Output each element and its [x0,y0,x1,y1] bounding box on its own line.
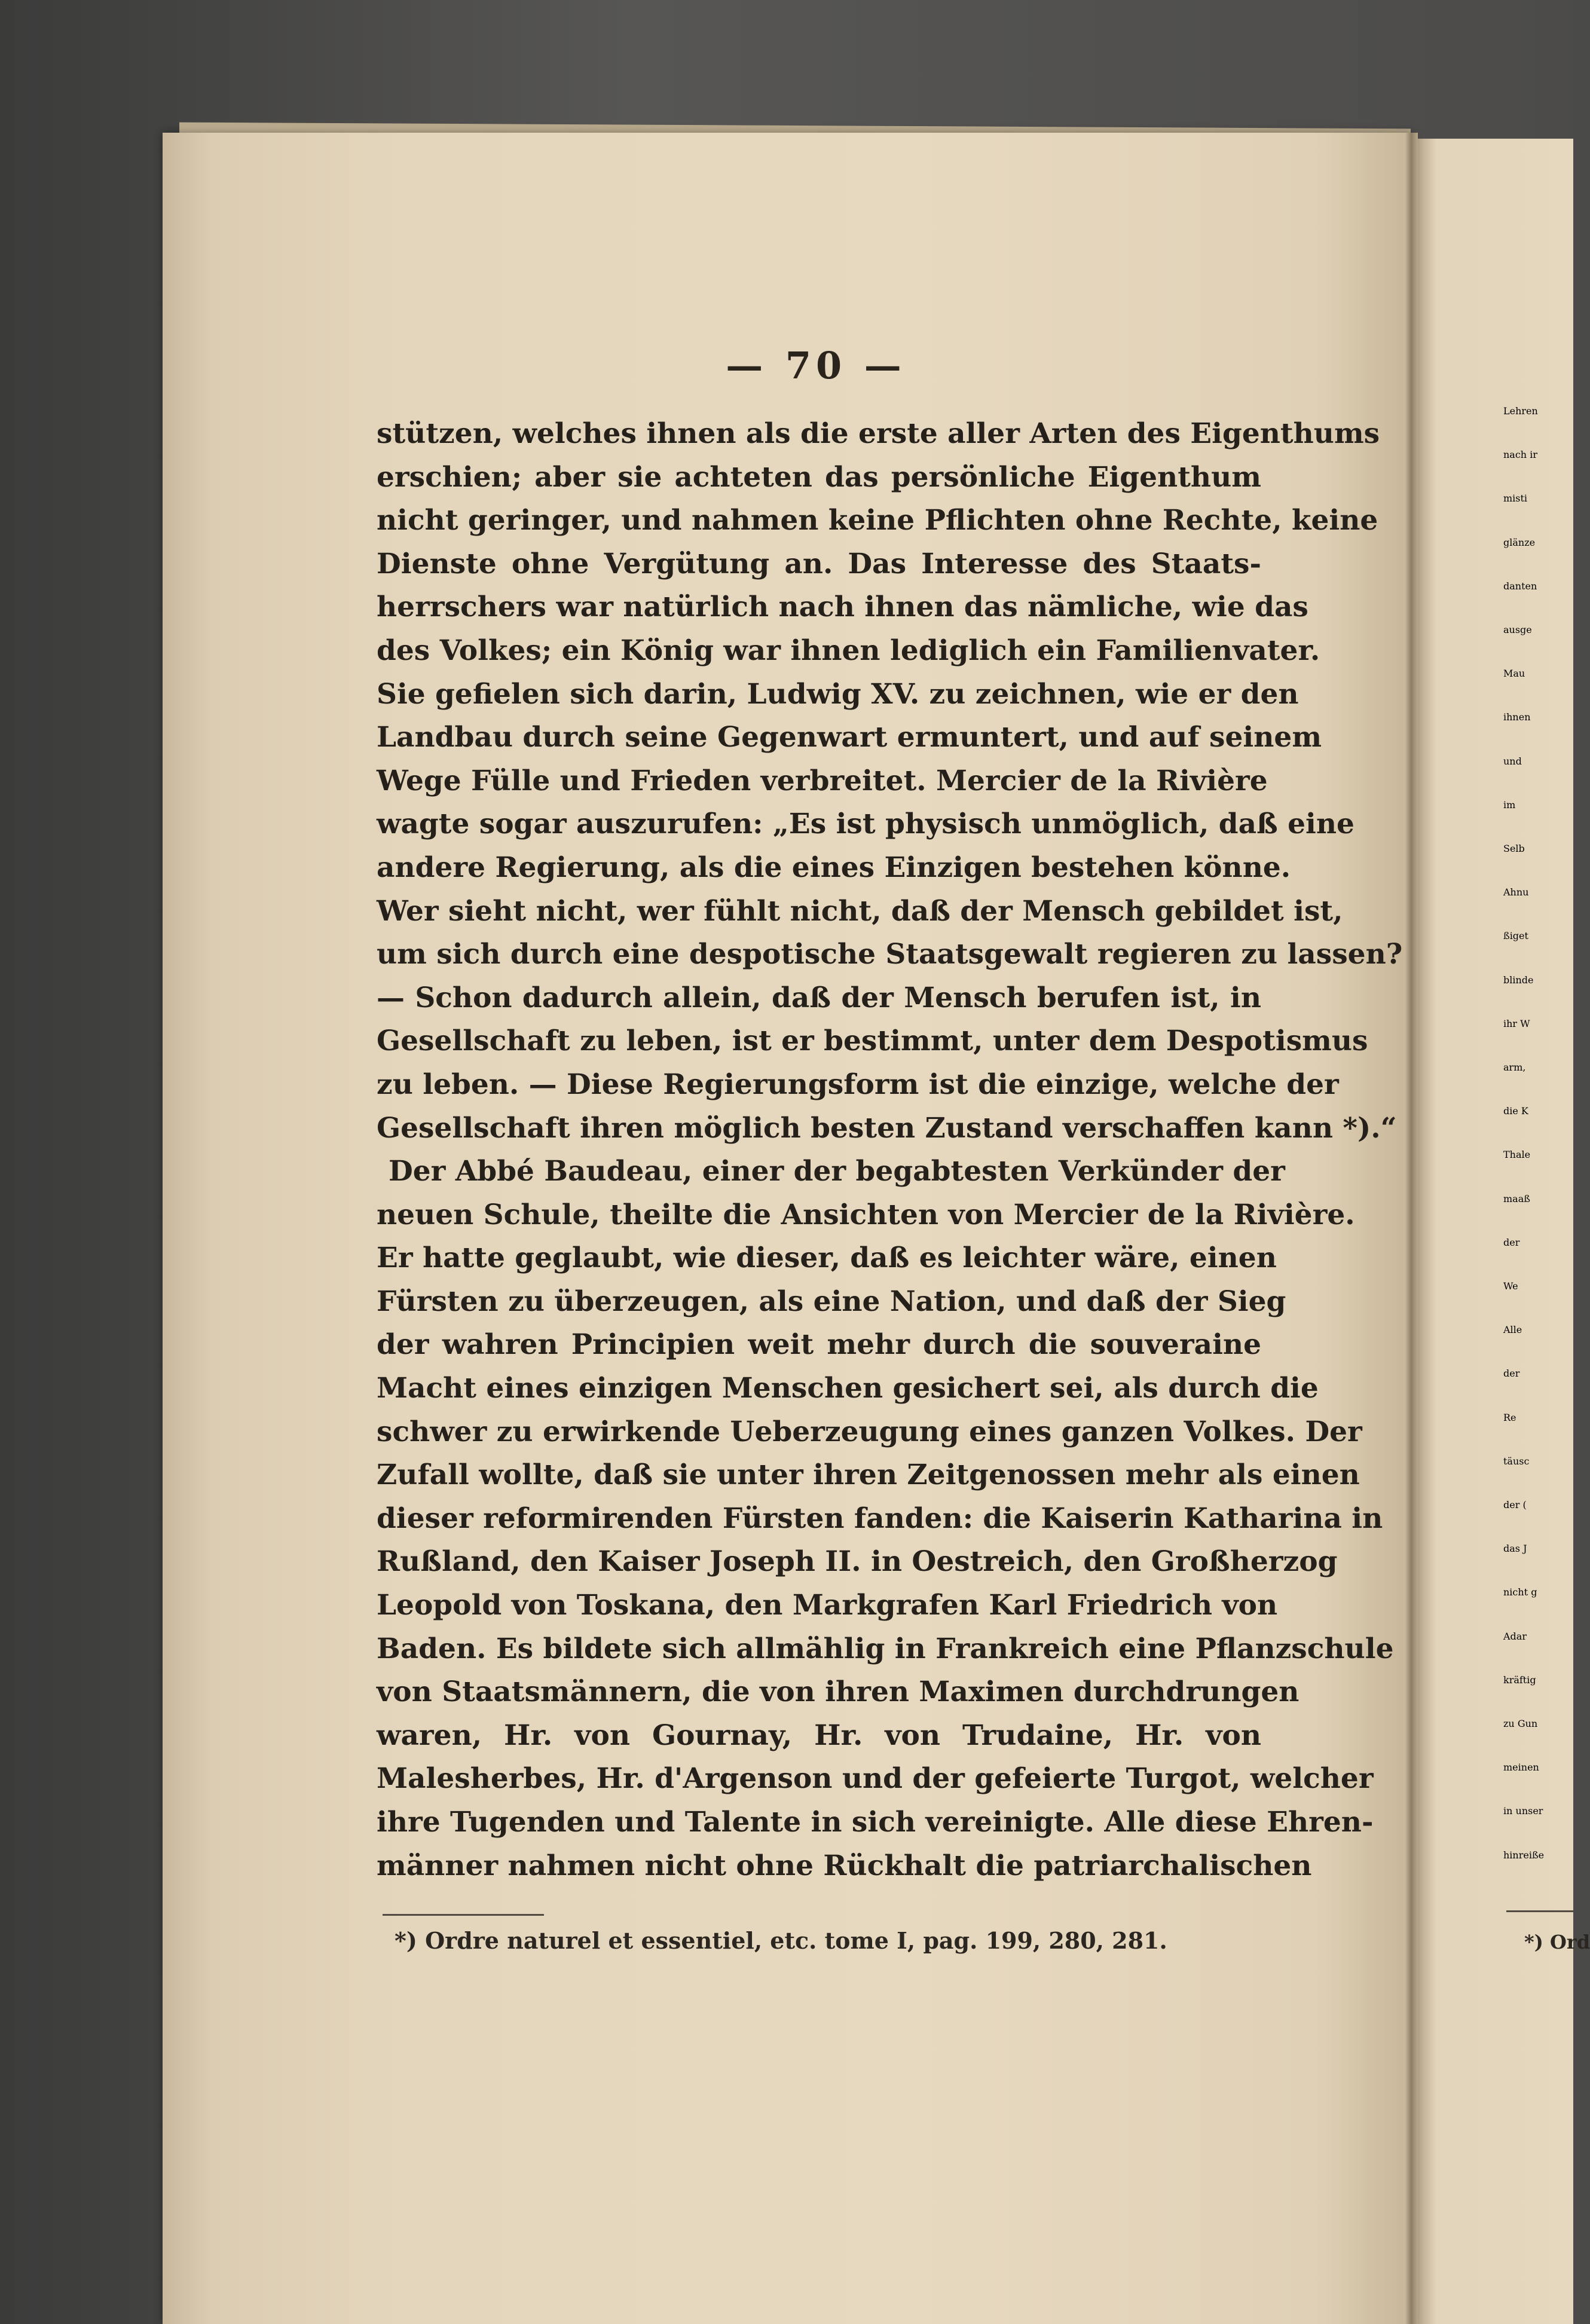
text-line: Gesellschaft ihren möglich besten Zustand verschaffen kann *).“ [377,1111,1397,1145]
next-page-line: ihr W [1503,1017,1530,1029]
text-line: Er hatte geglaubt, wie dieser, daß es leichter wäre, einen [377,1241,1277,1275]
next-page-line: das J [1503,1543,1527,1555]
next-page-line: die K [1503,1105,1528,1117]
text-line: männer nahmen nicht ohne Rückhalt die patriarchalischen [377,1849,1312,1882]
next-page-line: We [1503,1280,1518,1292]
next-page-line: zu Gun [1503,1718,1538,1729]
next-page-line: Lehren [1503,405,1538,417]
next-page-line: Thale [1503,1149,1531,1161]
text-line: Malesherbes, Hr. d'Argenson und der gefeierte Turgot, welcher [377,1762,1374,1796]
next-page-footnote: *) Ord [1524,1931,1590,1953]
footnote: *) Ordre naturel et essentiel, etc. tome I, pag. 199, 280, 281. [395,1927,1167,1954]
text-line: andere Regierung, als die eines Einzigen bestehen könne. [377,851,1291,884]
next-page-line: der [1503,1236,1520,1248]
text-line: Baden. Es bildete sich allmählig in Frankreich eine Pflanzschule [377,1632,1394,1665]
body-text [377,412,1403,1888]
text-line: stützen, welches ihnen als die erste aller Arten des Eigenthums [377,417,1380,450]
footnote-rule [383,1914,544,1916]
text-line: um sich durch eine despotische Staatsgewalt regieren zu lassen? [377,938,1403,971]
next-page-line: maaß [1503,1192,1530,1204]
text-line: Macht eines einzigen Menschen gesichert sei, als durch die [377,1372,1319,1405]
text-line: ihre Tugenden und Talente in sich vereinigte. Alle diese Ehren- [377,1806,1374,1839]
next-page-line: Selb [1503,843,1525,854]
next-page-line: Alle [1503,1324,1522,1336]
text-line: zu leben. — Diese Regierungsform ist die einzige, welche der [377,1068,1339,1101]
text-line: Leopold von Toskana, den Markgrafen Karl Friedrich von [377,1589,1278,1622]
next-page-line: der [1503,1368,1520,1380]
next-page-line: arm, [1503,1062,1526,1073]
text-line: Fürsten zu überzeugen, als eine Nation, und daß der Sieg [377,1285,1286,1318]
next-page-line: nach ir [1503,449,1537,461]
next-page-line: misti [1503,493,1528,504]
text-line: des Volkes; ein König war ihnen lediglich ein Familienvater. [377,634,1320,667]
next-page-line: in unser [1503,1805,1543,1817]
page-number: — 70 — [726,344,906,387]
text-line: herrschers war natürlich nach ihnen das nämliche, wie das [377,591,1308,624]
text-line: Dienste ohne Vergütung an. Das Interesse des Staats- [377,547,1261,580]
text-line: neuen Schule, theilte die Ansichten von Mercier de la Rivière. [377,1198,1355,1231]
text-line: wagte sogar auszurufen: „Es ist physisch unmöglich, daß eine [377,808,1354,841]
text-line: der wahren Principien weit mehr durch die souveraine [377,1328,1261,1362]
next-page-line: Ahnu [1503,886,1529,898]
text-line: dieser reformirenden Fürsten fanden: die Kaiserin Katharina in [377,1502,1383,1535]
next-page-line: und [1503,755,1522,767]
next-page-line: nicht g [1503,1586,1537,1598]
next-page-line: Mau [1503,668,1525,680]
text-line: waren, Hr. von Gournay, Hr. von Trudaine, Hr. von [377,1718,1261,1752]
text-line: Landbau durch seine Gegenwart ermuntert, und auf seinem [377,721,1322,754]
next-page-line: glänze [1503,536,1536,548]
text-line: erschien; aber sie achteten das persönliche Eigenthum [377,460,1261,494]
text-line: nicht geringer, und nahmen keine Pflichten ohne Rechte, keine [377,504,1378,537]
text-line: Der Abbé Baudeau, einer der begabtesten Verkünder der [389,1155,1285,1188]
next-page-line: danten [1503,580,1537,592]
text-line: schwer zu erwirkende Ueberzeugung eines ganzen Volkes. Der [377,1415,1362,1448]
next-page-line: täusc [1503,1455,1530,1467]
page-gutter [1405,133,1418,2324]
next-page-line: blinde [1503,974,1534,986]
text-line: von Staatsmännern, die von ihren Maximen durchdrungen [377,1675,1299,1709]
next-page-line: der ( [1503,1499,1527,1510]
next-page-line: kräftig [1503,1674,1536,1686]
next-page-line: meinen [1503,1762,1539,1773]
next-page-line: ausge [1503,624,1532,635]
text-line: Sie gefielen sich darin, Ludwig XV. zu zeichnen, wie er den [377,677,1299,711]
next-page-line: Adar [1503,1630,1527,1642]
text-line: Zufall wollte, daß sie unter ihren Zeitgenossen mehr als einen [377,1458,1360,1492]
text-line: Gesellschaft zu leben, ist er bestimmt, unter dem Despotismus [377,1025,1368,1058]
text-line: Rußland, den Kaiser Joseph II. in Oestreich, den Großherzog [377,1545,1338,1579]
next-page-edge [1418,139,1573,2324]
text-line: Wer sieht nicht, wer fühlt nicht, daß der Mensch gebildet ist, [377,894,1343,928]
next-page-line: ihnen [1503,711,1531,723]
text-line: Wege Fülle und Frieden verbreitet. Mercier de la Rivière [377,764,1268,797]
next-page-line: Re [1503,1411,1516,1423]
next-page-line: ßiget [1503,930,1528,942]
next-page-line: hinreiße [1503,1849,1545,1861]
next-page-line: im [1503,799,1516,811]
text-line: — Schon dadurch allein, daß der Mensch berufen ist, in [377,981,1261,1014]
next-page-footnote-rule [1506,1910,1573,1912]
